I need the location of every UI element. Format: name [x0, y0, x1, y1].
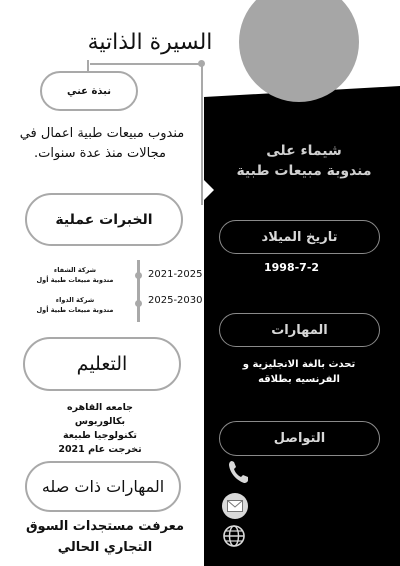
- about-text-line2: مجالات منذ عدة سنوات.: [34, 146, 166, 161]
- experience-1-company: شركة الشفاء: [53, 266, 97, 274]
- experience-1-role: مندوبة مبيعات طبية أول: [36, 276, 114, 284]
- page-title: السيرة الذاتية: [87, 30, 213, 55]
- birth-value: 1998-7-2: [264, 261, 320, 274]
- experience-1-period: 2021-2025: [148, 269, 203, 280]
- about-text-line1: مندوب مبيعات طبية اعمال في: [19, 126, 185, 141]
- about-heading-pill: [40, 71, 138, 111]
- education-line-4: تخرجت عام 2021: [58, 444, 142, 455]
- person-name: شيماء على: [266, 143, 342, 159]
- birth-heading-pill: [219, 220, 380, 254]
- experience-dot-2: [135, 300, 142, 307]
- education-line-2: بكالوريوس: [74, 416, 126, 427]
- globe-icon[interactable]: [222, 524, 246, 548]
- experience-dot-1: [135, 272, 142, 279]
- person-job-title: مندوبة مبيعات طبية: [236, 163, 372, 179]
- experience-timeline: [137, 260, 140, 322]
- skills-line1: تحدث بالغة الانجليزية و: [242, 359, 356, 370]
- experience-2-role: مندوبة مبيعات طبية أول: [36, 306, 114, 314]
- skills-line2: الفرنسيه بطلاقه: [258, 374, 340, 385]
- about-heading: نبذة عني: [66, 85, 112, 97]
- experience-2-period: 2025-2030: [148, 295, 203, 306]
- contact-heading-pill: [219, 421, 380, 456]
- related-skills-heading-pill: [25, 461, 181, 512]
- related-skills-line1: معرفت مستجدات السوق: [25, 519, 185, 534]
- phone-icon[interactable]: [226, 458, 252, 486]
- related-skills-line2: التجاري الحالي: [57, 540, 153, 555]
- birth-heading: تاريخ الميلاد: [261, 229, 338, 245]
- related-skills-heading: المهارات ذات صله: [41, 477, 165, 496]
- education-line-1: جامعه القاهره: [66, 402, 134, 413]
- title-underline: [90, 63, 202, 65]
- education-line-3: تكنولوجيا طبيعة: [63, 430, 137, 441]
- experience-heading: الخبرات عملية: [55, 211, 153, 228]
- education-heading-pill: [23, 337, 181, 391]
- experience-heading-pill: [25, 193, 183, 246]
- contact-heading: التواصل: [273, 431, 326, 446]
- mail-icon[interactable]: [222, 493, 248, 519]
- skills-heading-pill: [219, 313, 380, 347]
- education-heading: التعليم: [76, 353, 128, 375]
- skills-heading: المهارات: [271, 322, 328, 338]
- experience-2-company: شركة الدواء: [55, 296, 95, 304]
